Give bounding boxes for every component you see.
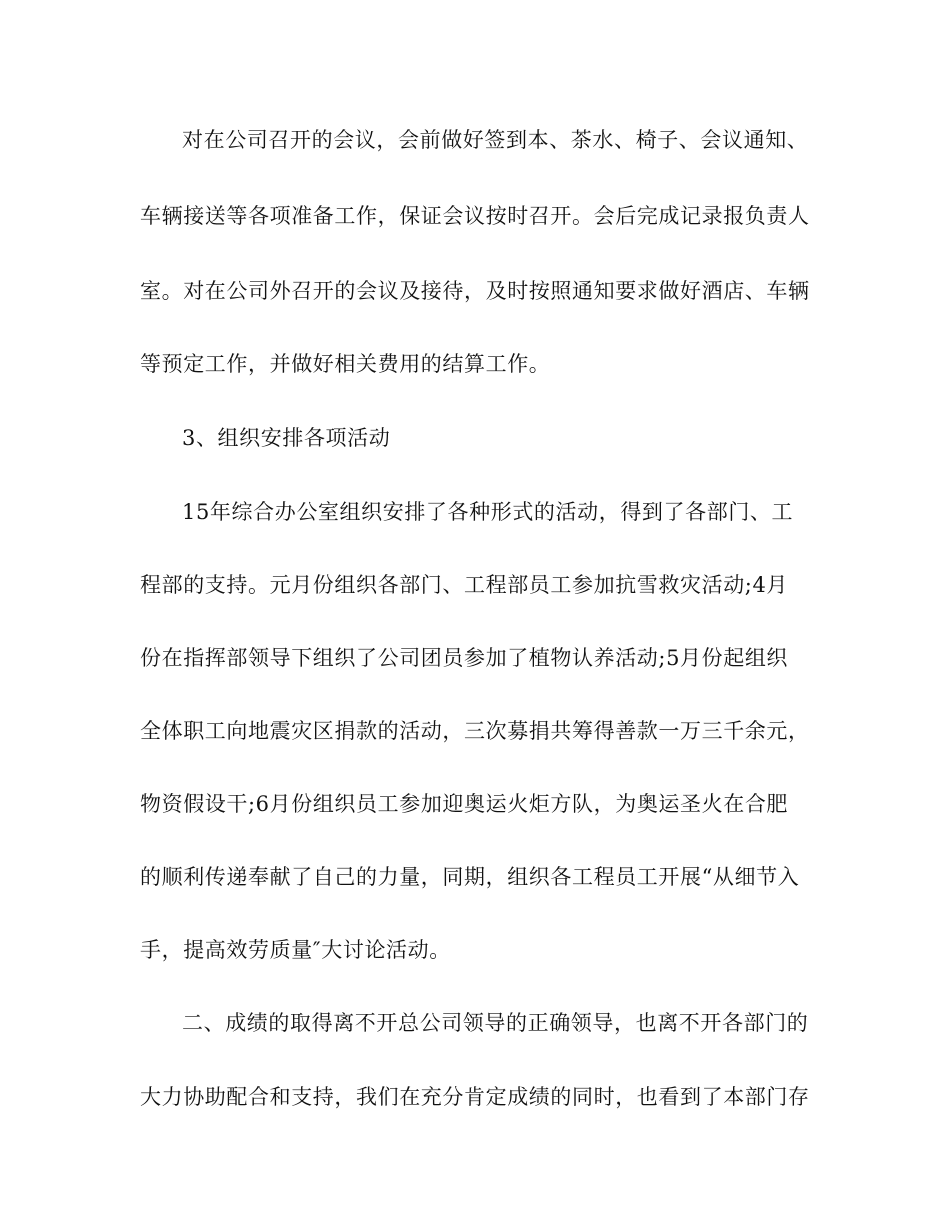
paragraph-line: 室。对在公司外召开的会议及接待，及时按照通知要求做好酒店、车辆 — [140, 279, 810, 303]
paragraph-line: 份在指挥部领导下组织了公司团员参加了植物认养活动;5月份起组织 — [140, 646, 789, 670]
paragraph-line: 车辆接送等各项准备工作，保证会议按时召开。会后完成记录报负责人 — [140, 204, 810, 228]
paragraph-line: 大力协助配合和支持，我们在充分肯定成绩的同时，也看到了本部门存 — [140, 1085, 810, 1109]
paragraph-line: 二、成绩的取得离不开总公司领导的正确领导，也离不开各部门的 — [182, 1011, 809, 1035]
paragraph-line: 等预定工作，并做好相关费用的结算工作。 — [140, 352, 551, 376]
paragraph-line: 程部的支持。元月份组织各部门、工程部员工参加抗雪救灾活动;4月 — [140, 573, 789, 597]
paragraph-line: 手，提高效劳质量″大讨论活动。 — [140, 938, 451, 962]
paragraph-line: 物资假设干;6月份组织员工参加迎奥运火炬方队，为奥运圣火在合肥 — [140, 792, 789, 816]
paragraph-line: 15年综合办公室组织安排了各种形式的活动，得到了各部门、工 — [182, 500, 794, 524]
paragraph-line: 对在公司召开的会议，会前做好签到本、茶水、椅子、会议通知、 — [182, 128, 809, 152]
paragraph-line: 的顺利传递奉献了自己的力量，同期，组织各工程员工开展“从细节入 — [140, 865, 800, 889]
section-heading: 3、组织安排各项活动 — [182, 426, 391, 450]
paragraph-line: 全体职工向地震灾区捐款的活动，三次募捐共筹得善款一万三千余元， — [140, 719, 810, 743]
